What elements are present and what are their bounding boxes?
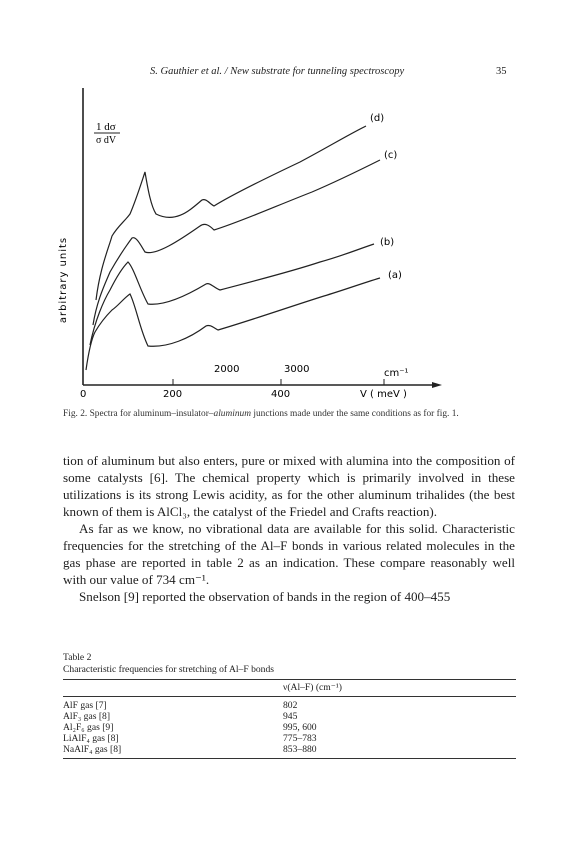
curve-d (96, 126, 366, 300)
page-number: 35 (496, 66, 507, 77)
table-rows (63, 700, 516, 755)
table-row (63, 711, 516, 722)
body-paragraph-3: Snelson [9] reported the observation of bands in the region of 400–455 (79, 589, 451, 604)
table-header-row (63, 680, 516, 694)
curve-b (90, 244, 374, 345)
value-cell: 995, 600 (283, 722, 317, 733)
value-cell: 802 (283, 700, 298, 711)
body-text (63, 452, 515, 605)
y-axis-label: arbitrary units (58, 236, 69, 324)
curve-label-c: (c) (384, 150, 398, 161)
table-2 (63, 652, 516, 759)
body-paragraph-2: As far as we know, no vibrational data are available for this solid. Characteristic frequencies for the stretching of the Al–F bonds in various related molecules in the gas phase are reported in table 2 as an indication. These compare reasonably well with our value of 734 cm⁻¹. (63, 521, 515, 587)
species-cell: Al₂F₆ gas [9] (63, 722, 114, 733)
top-unit: cm⁻¹ (384, 368, 409, 379)
species-cell: LiAlF₄ gas [8] (63, 733, 119, 744)
y-formula-numerator: 1 dσ (96, 121, 116, 133)
curve-c (93, 160, 380, 325)
table-row (63, 744, 516, 755)
top-tick-2000: 2000 (214, 364, 240, 375)
species-cell: NaAlF₄ gas [8] (63, 744, 122, 755)
value-cell: 775–783 (283, 733, 317, 744)
bottom-unit: V ( meV ) (360, 389, 407, 400)
table-row (63, 722, 516, 733)
table-title: Characteristic frequencies for stretching of Al–F bonds (63, 664, 275, 675)
caption-text-italic: aluminum (213, 409, 251, 419)
table-row (63, 700, 516, 711)
bottom-tick-400: 400 (271, 389, 291, 400)
table-row (63, 733, 516, 744)
value-cell: 853–880 (283, 744, 317, 755)
curve-label-d: (d) (370, 113, 385, 124)
table-body (63, 680, 516, 694)
curve-a (86, 278, 380, 370)
y-formula-denominator: σ dV (96, 135, 117, 146)
table-column-header: ν(Al–F) (cm⁻¹) (283, 681, 342, 693)
body-paragraph-1: tion of aluminum but also enters, pure or mixed with alumina into the composition of some catalysts [6]. The chemical property which is primarily involved in these utilizations is its strong Lewis acidity, as for the other aluminum trihalides (the best known of them is AlCl₃, the catalyst of the Friedel and Crafts reaction). (63, 453, 515, 519)
value-cell: 945 (283, 711, 298, 722)
table-header-rule (63, 696, 516, 697)
figure-caption (63, 408, 523, 420)
bottom-tick-200: 200 (163, 389, 183, 400)
species-cell: AlF gas [7] (63, 700, 107, 711)
spectra-figure (0, 0, 576, 400)
top-tick-3000: 3000 (284, 364, 310, 375)
curve-label-a: (a) (388, 270, 402, 281)
table-label: Table 2 (63, 652, 92, 663)
table-bottom-rule (63, 758, 516, 759)
running-head: S. Gauthier et al. / New substrate for tunneling spectroscopy (150, 66, 405, 77)
caption-text-end: junctions made under the same conditions as for fig. 1. (251, 409, 459, 419)
species-cell: AlF₃ gas [8] (63, 711, 111, 722)
bottom-tick-0: 0 (80, 389, 87, 400)
curve-label-b: (b) (380, 237, 395, 248)
caption-text-start: Fig. 2. Spectra for aluminum–insulator– (63, 409, 214, 419)
x-axis-arrow (432, 382, 442, 388)
